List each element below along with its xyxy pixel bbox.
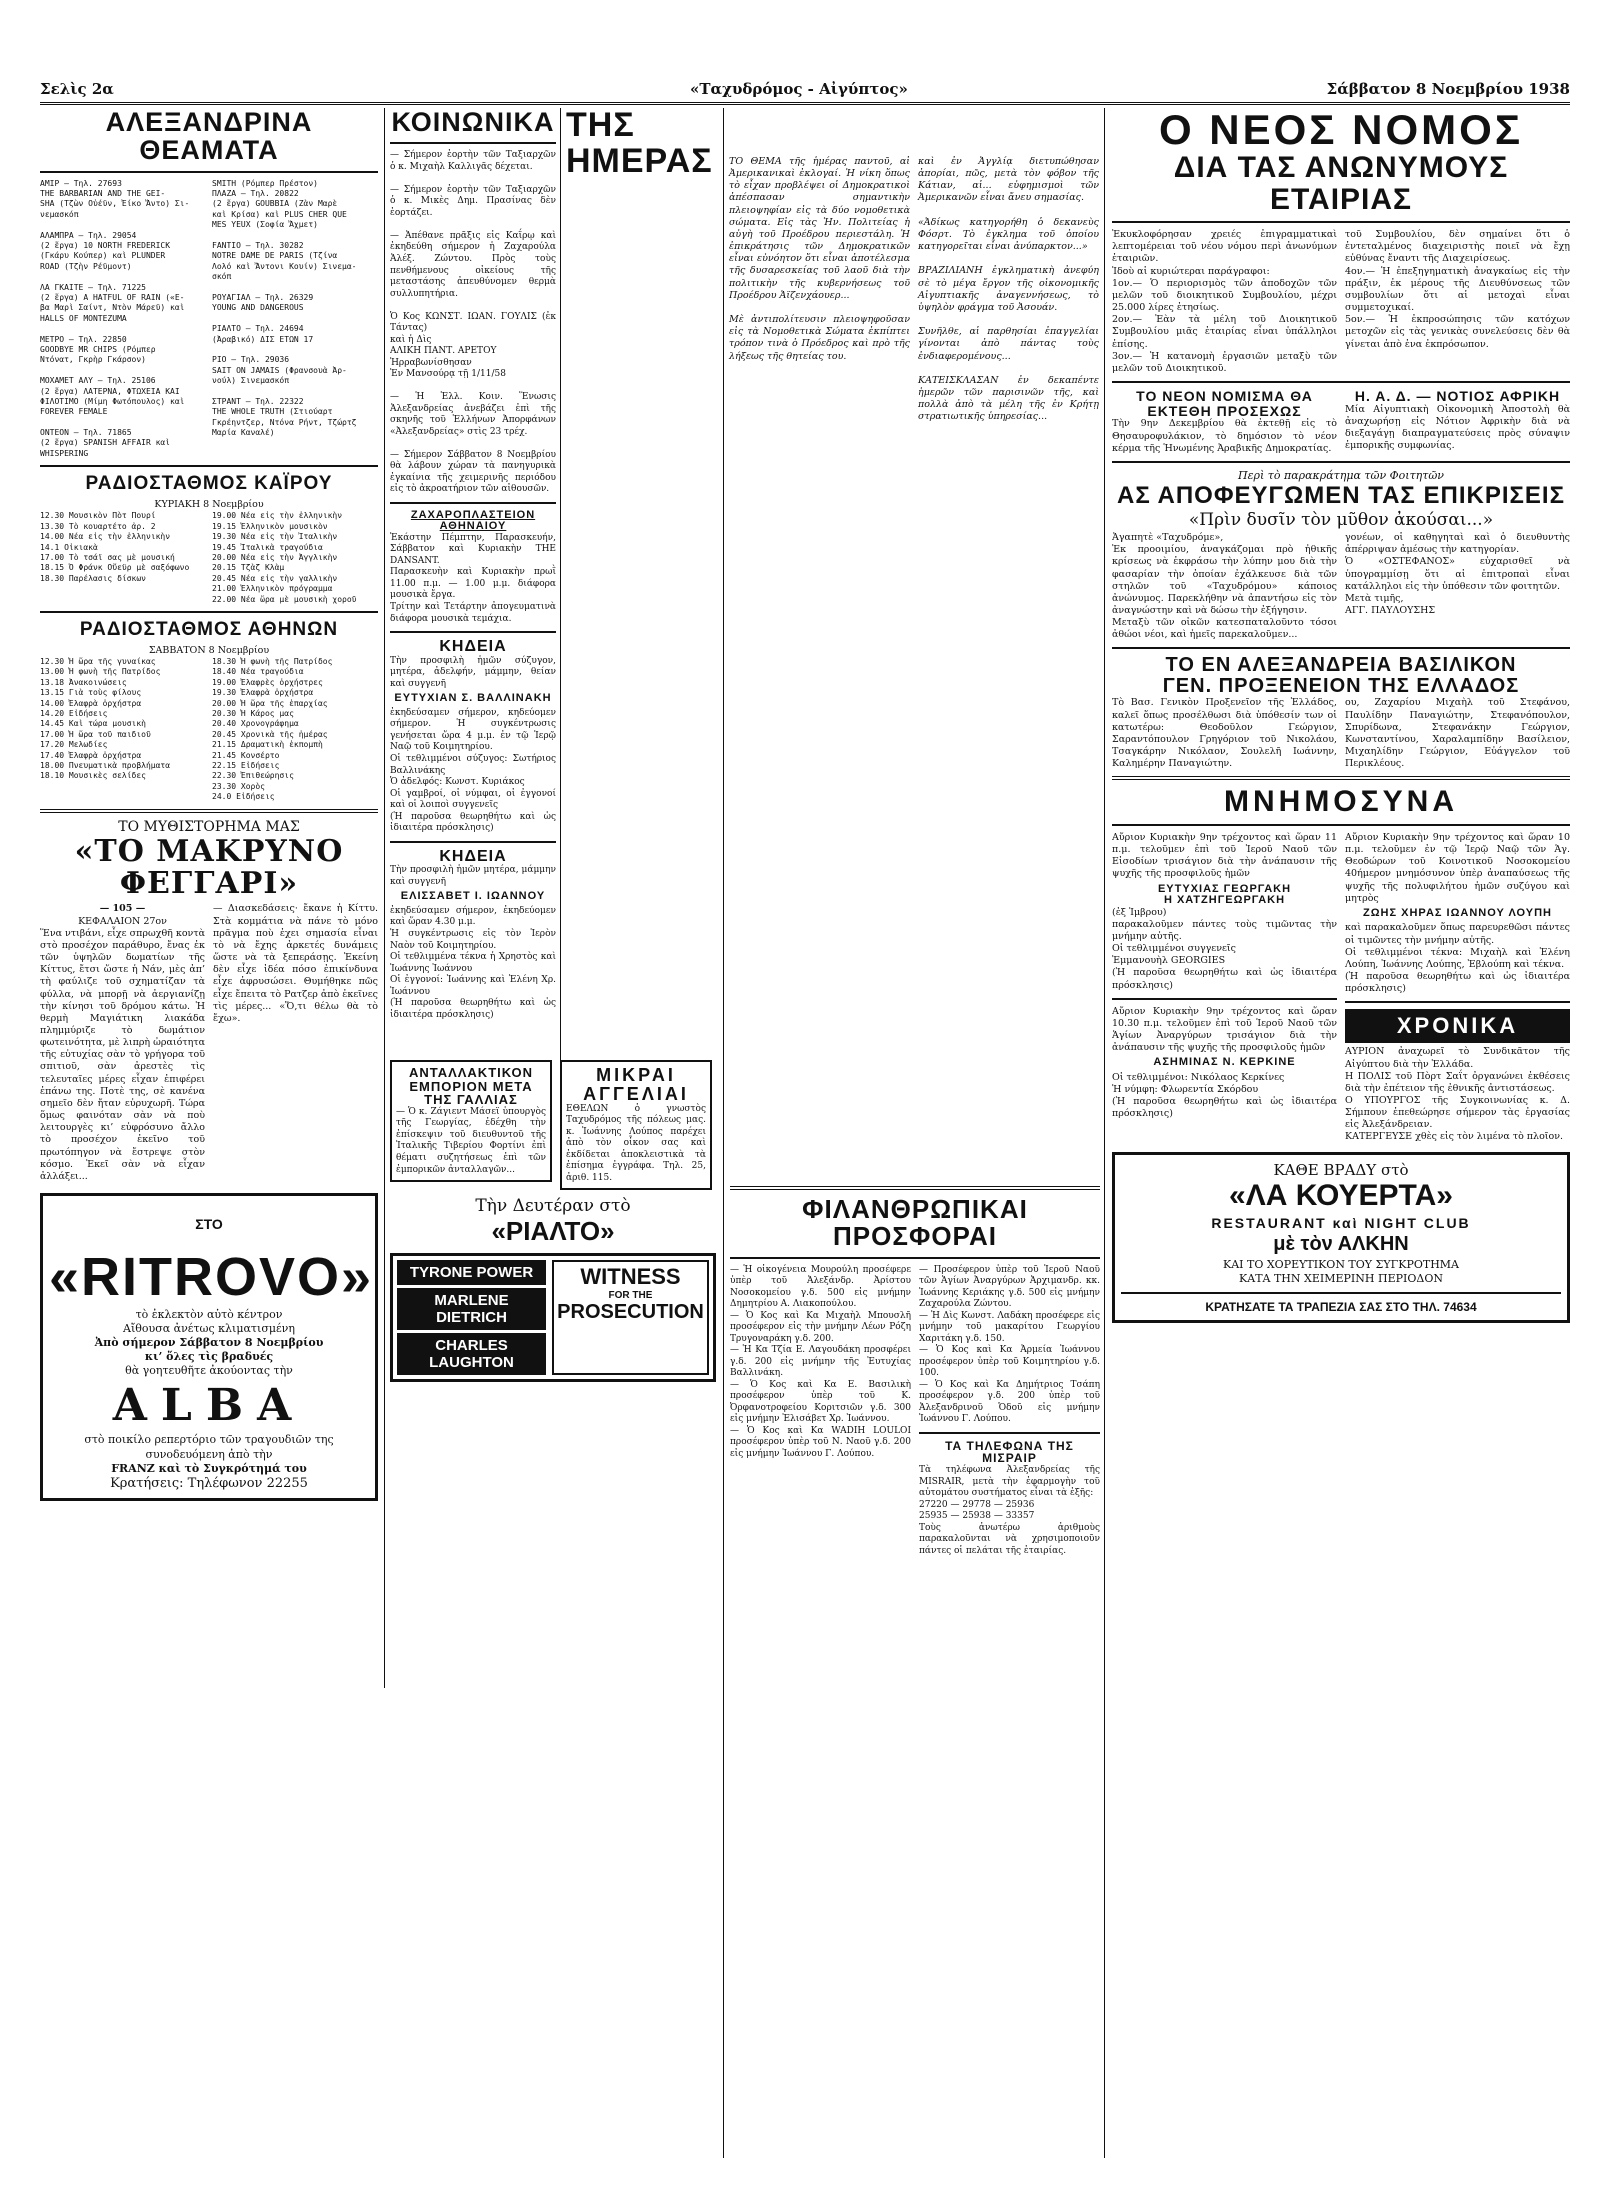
ritrovo-from: Ἀπὸ σήμερον Σάββατον 8 Νοεμβρίου κι’ ὅλες τὶς βραδυές (94, 1336, 324, 1364)
club-type: RESTAURANT καὶ NIGHT CLUB (1211, 1214, 1471, 1231)
trade-box (390, 1060, 552, 1182)
students-heading: ΑΣ ΑΠΟΦΕΥΓΩΜΕΝ ΤΑΣ ΕΠΙΚΡΙΣΕΙΣ (1116, 481, 1565, 509)
philanthropy-left: — Ἡ οἰκογένεια Μουρούλη προσέφερε ὑπὲρ τοῦ Ἀλεξάνδρ. Ἀρίστου Νοσοκομείου γ.δ. 500 εἰς μνήμην Δημητρίου Α. Λιακοπούλου. — Ὁ Κος καὶ Κα Μιχαὴλ Μπουσλῆ προσέφερον εἰς τὴν μνήμην Λέων Ρόζη Τρυγοναράκη γ.δ. 200. — Ἡ Κα Τζία Ε. Λαγουδάκη προσφέρει γ.δ. 200 εἰς μνήμην τῆς Ἐυτυχίας Βαλλινάκη. — Ὁ Κος καὶ Κα Ε. Βασιλικὴ προσέφερον ὑπὲρ τοῦ Κ. Ὀρφανοτροφείου Κοριτσιῶν γ.δ. 300 εἰς μνήμην Ἐλισάβετ Χρ. Ἰωάννου. — Ὁ Κος καὶ Κα WADIH LOULOI προσέφερον ὑπὲρ τοῦ Ν. Ναοῦ γ.δ. 200 εἰς μνήμην Ἰωάννου Γ. Λούπου. (730, 1264, 911, 1459)
radio-cairo-day: ΚΥΡΙΑΚΗ 8 Νοεμβρίου (154, 499, 264, 511)
radio-athens-schedule (40, 657, 378, 802)
classifieds-box (560, 1060, 712, 1190)
theatre-listings-right: SMITH (Ρόμπερ Πρέστον) ΠΛΑΖΑ — Τηλ. 20822 (2 ἔργα) GOUBBIA (Ζὰν Μαρὲ καὶ Κρίσα) καὶ PLUS CHER QUE MES YEUX (Σοφία Ἄχμετ) FANTIO — Τηλ. 30282 NOTRE DAME DE PARIS (Τζίνα Λολό καὶ Ἄντονι Κουίν) Σινεμα- σκόπ ΡΟΥΑΓΙΑΛ — Τηλ. 26329 YOUNG AND DANGEROUS ΡΙΑΛΤΟ — Τηλ. 24694 (Ἀραβικό) ΔΙΣ ΕΤΩΝ 17 ΡΙΟ — Τηλ. 29036 SAIT ON JAMAIS (Φρανσουὰ Ἀρ- νούλ) Σινεμασκόπ ΣΤΡΑΝΤ — Τηλ. 22322 THE WHOLE TRUTH (Στιούαρτ Γκρέηντζερ, Ντόνα Ρήντ, Τζώρτζ Μαρία Καναλέ) (212, 178, 357, 438)
memorials-heading: ΜΝΗΜΟΣΥΝΑ (1224, 785, 1458, 819)
zacharoplasteio-title: ΖΑΧΑΡΟΠΛΑΣΤΕΙΟΝ ΑΘΗΝΑΙΟΥ (410, 508, 536, 533)
law-heading-1: Ο ΝΕΟΣ ΝΟΜΟΣ (1158, 108, 1524, 153)
consulate-text-left: Τὸ Βασ. Γενικὸν Προξενεῖον τῆς Ἑλλάδος, καλεῖ ὅπως προσέλθωσι διὰ ὑπόθεσίν των οἱ κατωτέρω: Θεοδοῦλον Γεώργιον, Σαραντόπουλον Γρηγόριον τοῦ Νικολάου, Τσαγκάρην Νικόλαον, Σουλελῆ Ιωάννην, Καλημέρην Παναγιώτην. (1112, 697, 1337, 770)
social-heading: ΚΟΙΝΩΝΙΚΑ (391, 108, 555, 137)
club-every-night: ΚΑΘΕ ΒΡΑΔΥ στὸ (1273, 1160, 1409, 1179)
chronicles-heading: ΧΡΟΝΙΚΑ (1345, 1009, 1570, 1043)
column-entertainment (40, 108, 378, 2168)
zacharoplasteio-text: Ἑκάστην Πέμπτην, Παρασκευήν, Σάββατον καὶ Κυριακὴν THE DANSANT. Παρασκευὴν καὶ Κυριακὴν πρωῒ 11.00 π.μ. — 1.00 μ.μ. διάφορα μουσικὰ ἔργα. Τρίτην καὶ Τετάρτην ἀπογευματινὰ διάφορα μουσικὰ τεμάχια. (390, 532, 556, 624)
philanthropy-heading: ΦΙΛΑΝΘΡΩΠΙΚΑΙ ΠΡΟΣΦΟΡΑΙ (802, 1194, 1028, 1252)
law-text-left: Ἐκυκλοφόρησαν χρειές ἐπιγραμματικαὶ λεπτομέρειαι τοῦ νέου νόμου περὶ ἀνωνύμων ἑταιριῶν. Ἰδοὺ αἱ κυριώτεραι παράγραφοι: 1ον.— Ὁ περιορισμὸς τῶν ἀποδοχῶν τῶν μελῶν τοῦ διοικητικοῦ Συμβουλίου, μέχρι 25.000 λίρες ἐτησίως. 2ον.— Ἐὰν τὰ μέλη τοῦ Διοικητικοῦ Συμβουλίου μιᾶς ἑταιρίας εἶναι ὑπάλληλοι ἐπίσης. 3ον.— Ἡ κατανομὴ ἐργασιῶν μεταξὺ τῶν μελῶν τοῦ Διοικητικοῦ. (1112, 229, 1337, 374)
law-text-right: τοῦ Συμβουλίου, δὲν σημαίνει ὅτι ὁ ἐντεταλμένος διαχειριστὴς ποιεῖ νὰ ἔχῃ εὐθύνας ἔναντι τῆς Διαχειρίσεως. 4ον.— Ἡ ἐπεξηγηματικὴ ἀναγκαίως εἰς τὴν πράξιν, ἐκ μέρους τῆς Διευθύνσεως τῶν συμβουλίων ὅτι αἱ μετοχαὶ εἶναι συμμετοχικαί. 5ον.— Ἡ ἐκπροσώπησις τῶν κατόχων μετοχῶν εἰς τὰς γενικὰς συνελεύσεις δὲν θὰ γίνεται ἀπὸ ἑνα ἐκπρόσωπον. (1345, 229, 1570, 350)
theatre-listings-left: AMIP — Τηλ. 27693 THE BARBARIAN AND THE GEI- SHA (Τζὼν Οὐέϋν, Ἐίκο Ἄντο) Σι- νεμασκόπ ΑΛΑΜΠΡΑ — Τηλ. 29054 (2 ἔργα) 10 NORTH FREDERICK (Γκάρυ Κούπερ) καὶ PLUNDER ROAD (Τζὴν Ρέϋμοντ) ΛΑ ΓΚΑΙΤΕ — Τηλ. 71225 (2 ἔργα) A HATFUL OF RAIN («Ε- βα Μαρὶ Σαίντ, Ντὸν Μάρεϋ) καὶ HALLS OF MONTEZUMA ΜΕΤΡΟ — Τηλ. 22850 GOODBYE MR CHIPS (Ρόμπερ Ντόνατ, Γκρὴρ Γκάρσον) ΜΟΧΑΜΕΤ ΑΛΥ — Τηλ. 25106 (2 ἔργα) ΛΑΤΕΡΝΑ, ΦΤΩΧΕΙΑ ΚΑΙ ΦΙΛΟΤΙΜΟ (Μίμη Φωτόπουλος) καὶ FOREVER FEMALE ΟΝΤΕΟΝ — Τηλ. 71865 (2 ἔργα) SPANISH AFFAIR καὶ WHISPERING (40, 178, 190, 458)
column-philanthropy (730, 1180, 1100, 2040)
coin-text: Τὴν 9ην Δεκεμβρίου θὰ ἐκτεθῇ εἰς τὸ Θησαυροφυλάκιον, τὸ δημόσιον τὸ νέον κέρμα τῆς Ἡνωμένης Ἀραβικῆς Δημοκρατίας. (1112, 418, 1337, 454)
column-rule (1104, 108, 1105, 2158)
novel-number: — 105 — (99, 903, 146, 915)
misrair-text: Τὰ τηλέφωνα Ἀλεξανδρείας τῆς MISRAIR, μετὰ τὴν ἐφαρμογὴν τοῦ αὐτομάτου συστήματος εἶναι τὰ ἑξῆς: 27220 — 29778 — 25936 25935 — 25938 — 33357 Τοὺς ἀνωτέρω ἀριθμοὺς παρακαλοῦνται νὰ χρησιμοποιοῦν πάντες οἱ πελάται τῆς ἑταιρίας. (919, 1465, 1100, 1556)
memorial-1-name-2: Η ΧΑΤΖΗΓΕΩΡΓΑΚΗ (1163, 894, 1286, 907)
rialto-film-ad (390, 1253, 716, 1382)
students-kicker: Περὶ τὸ παρακράτημα τῶν Φοιτητῶν (1238, 468, 1444, 482)
ritrovo-band: FRANZ καὶ τὸ Συγκρότημά του (111, 1461, 307, 1475)
novel-text: Ἕνα ντιβάνι, εἶχε σπρωχθῆ κοντὰ στὸ προσέχον παράθυρο, ἔνας ἐκ τῶν ὑψηλῶν δωματίων τῆς Κίττυς, ἔτσι ὥστε ἡ Νάν, μὲς ἀπ’ τὴ φαύλιζε τοῦ σχηματίζαν τὰ φύλλα, νὰ μπορῇ νὰ ἀεργιανίζῃ τὴν κίνησι τοῦ δρόμου κάτω. Ἡ θερμὴ Μαγιάτικη λιακάδα πλημμύριζε τὸ δωμάτιον φωτεινότητα, μὲ λιπρὴ ὠραιότητα τῆς εὐτυχίας σὰν τὸ γρήγορα τοῦ σπιτιοῦ, σὰν ἀρεστὲς τὶς τελευταῖες μέρες εἶχαν ἐπιφέρει ἐπάνω της. Ποτὲ της, σὲ κανένα σημεῖο δὲν ἤταν εὐρυχωρῆ. Τώρα ὅμως φαινόταν σὰν νὰ ποὺ λειτουργὲς κι’ εὐφρόσυνο ἄλλο τὸ προσέχον ἐκεῖνο τοῦ πρωτόπηγον νὰ ἔστρεψε στὸν κόσμο. Ἐκεῖ σὰν νὰ εἶχαν ἀλλάξει... (40, 927, 205, 1182)
issue-date: Σάββατον 8 Νοεμβρίου 1938 (1326, 80, 1570, 98)
philanthropy-right: — Προσέφερον ὑπὲρ τοῦ Ἱεροῦ Ναοῦ τῶν Ἁγίων Ἀναργύρων Ἀρχιμανδρ. κκ. Ἰωάννης Κεριάκης γ.δ. 500 εἰς μνήμην Ζαχαρούλα Ζώντου. — Ἡ Δὶς Κωνστ. Λαδάκη προσέφερε εἰς μνήμην τοῦ μακαρίτου Γεωργίου Χαριτάκη γ.δ. 150. — Ὁ Κος καὶ Κα Ἀρμεία Ἰωάννου προσέφερον ὑπὲρ τοῦ Κοιμητηρίου γ.δ. 100. — Ὁ Κος καὶ Κα Δημήτριος Τσάπη προσέφερον γ.δ. 200 ὑπὲρ τοῦ Ἀλεξανδρινοῦ Ὁδοῦ εἰς μνήμην Ἰωάννου Γ. Λούπου. (919, 1264, 1100, 1425)
africa-heading: Η. Α. Δ. — ΝΟΤΙΟΣ ΑΦΡΙΚΗ (1354, 387, 1561, 404)
page-number: Σελὶς 2α (40, 80, 114, 98)
theatres-heading: ΑΛΕΞΑΝΔΡΙΝΑ ΘΕΑΜΑΤΑ (105, 108, 313, 166)
ritrovo-name: «RITROVO» (49, 1247, 374, 1308)
novel-chapter: ΚΕΦΑΛΑΙΟΝ 27ον (78, 915, 167, 927)
trade-title: ΑΝΤΑΛΛΑΚΤΙΚΟΝ ΕΜΠΟΡΙΟΝ ΜΕΤΑ ΤΗΣ ΓΑΛΛΙΑΣ (408, 1065, 534, 1108)
social-notices: — Σήμερον ἑορτὴν τῶν Ταξιαρχῶν ὁ κ. Μιχαὴλ Καλλιγᾶς δέχεται. — Σήμερον ἑορτὴν τῶν Ταξιαρχῶν ὁ κ. Μικὲς Δημ. Πρασίνας δὲν ἑορτάζει. — Ἀπέθανε πρᾶξις εἰς Καΐρῳ καὶ ἐκηδεύθη σήμερον ἡ Ζαχαρούλα Ἀλέξ. Ζώντου. Πρὸς τοὺς πενθήμενους οἰκείους τῆς μεταστάσης ἀπευθύνομεν θερμὰ συλλυπητήρια. Ὁ Κος ΚΩΝΣΤ. ΙΩΑΝ. ΓΟΥΛΙΣ (ἐκ Τάντας) καὶ ἡ Δὶς ΑΛΙΚΗ ΠΑΝΤ. ΑΡΕΤΟΥ Ἡρραβωνίσθησαν Ἐν Μανσούρᾳ τῇ 1/11/58 — Ἡ Ἑλλ. Κοιν. Ἕνωσις Ἀλεξανδρείας ἀνεβάζει ἐπὶ τῆς σκηνῆς τοῦ Ἑλλήνων Ἀπορφάνων «Ἀλεξανδρείας» στὶς 23 τρέχ. — Σήμερον Σάββατον 8 Νοεμβρίου θὰ λάβουν χώραν τὰ πανηγυρικὰ ἐγκαίνια τῆς χειμερινῆς περιόδου εἰς τὸ ἀκροατήριον τῶν αἰθουσῶν. (390, 150, 556, 495)
consulate-heading-1: ΤΟ ΕΝ ΑΛΕΞΑΝΔΡΕΙΑ ΒΑΣΙΛΙΚΟΝ (1165, 654, 1517, 677)
radio-athens-left: 12.30 Ἡ ὥρα τῆς γυναίκας 13.00 Ἡ φωνὴ τῆς Πατρίδος 13.18 Ἀνακοινώσεις 13.15 Γιὰ τοὺς φίλους 14.00 Ἐλαφρὰ ὀρχήστρα 14.20 Εἰδήσεις 14.45 Καὶ τώρα μουσικὴ 17.00 Ἡ ὥρα τοῦ παιδιοῦ 17.20 Μελωδίες 17.40 Ἐλαφρὰ ὀρχήστρα 18.00 Πνευματικὰ προβλήματα 18.10 Μουσικὲς σελίδες (40, 657, 171, 781)
ritrovo-ad (40, 1193, 378, 1501)
law-heading-2: ΔΙΑ ΤΑΣ ΑΝΩΝΥΜΟΥΣ ΕΤΑΙΡΙΑΣ (1173, 151, 1509, 216)
coin-heading: ΤΟ ΝΕΟΝ ΝΟΜΙΣΜΑ ΘΑ ΕΚΤΕΘΗ ΠΡΟΣΕΧΩΣ (1136, 387, 1313, 419)
radio-cairo-schedule (40, 511, 378, 605)
rialto-monday: Τὴν Δευτέραν στὸ (475, 1196, 631, 1217)
ritrovo-singer: ALBA (112, 1380, 306, 1432)
radio-cairo-left: 12.30 Μουσικὸν Πὸτ Πουρί 13.30 Τὸ κουαρτέτο ἀρ. 2 14.00 Νέα εἰς τὴν ἑλληνικὴν 14.1 Οἰκιακὰ 17.00 Τὸ τσάϊ σας μὲ μουσική 18.15 Ὀ Φράνκ Οὔεϋρ μὲ σαξόφωνο 18.30 Παρέλασις δίσκων (40, 511, 190, 583)
radio-cairo-right: 19.00 Νέα εἰς τὴν ἑλληνικὴν 19.15 Ἑλληνικὸν μουσικὸν 19.30 Νέα εἰς τὴν Ἰταλικὴν 19.45 Ἰταλικὰ τραγούδια 20.00 Νέα εἰς τὴν Ἀγγλικὴν 20.15 Τζὰζ Κλὰμ 20.45 Νέα εἰς τὴν γαλλικὴν 21.00 Ἑλληνικὸν πρόγραμμα 22.00 Νέα ὥρα μὲ μουσικὴ χοροῦ (212, 511, 357, 604)
students-text-left: Ἀγαπητὲ «Ταχυδρόμε», Ἐκ προοιμίου, ἀναγκάζομαι πρὸ ἠθικῆς κρίσεως νὰ ἐκφράσω τὴν λύπην μου διὰ τὴν φασαρίαν τὴν ὁποίαν ἐχάλκευσε διὰ τῶν στηλῶν τοῦ «Ταχυδρόμου» κάποιος ἀνώνυμος. Παρεκλήθην νὰ ἀπαντήσω εἰς τὸν ἀναγνώστην καὶ νὰ δώσω τὴν ἐξήγησιν. Μεταξὺ τῶν οἰκῶν κατεσπαταλοῦντο τόσοι ἀθώοι νέοι, καὶ ἡμεῖς παρεκαλοῦμεν... (1112, 532, 1337, 641)
day-text-b: καὶ ἐν Ἀγγλίᾳ διετυπώθησαν ἀπορίαι, πῶς, μετὰ τὸν φόβον τῆς Κάτιαν, αἱ... εὐφημισμοὶ τῶν Ἀμερικανῶν εἶναι ἄνευ σημασίας. «Ἀδίκως κατηγορήθη ὁ δεκανεὺς Φόσρτ. Τὸ ἐγκλημα τοῦ ὁποίου κατηγορεῖται εἶναι ἀνύπαρκτον...» ΒΡΑΖΙΛΙΑΝΗ ἐγκληματικὴ ἀνεφύη σὲ τὸ μέγα ἔργον τῆς οἰκονομικῆς Αἰγυπτιακῆς ἀναγεννήσεως, τὸ ὑψηλὸν φράγμα τοῦ Ἀσουάν. Συνῆλθε, αἱ παρθησίαι ἐπαγγελίαι γίνονται ἀπὸ πάντας τοὺς ἐνδιαφερομένους... ΚΑΤΕΙΣΚΛΑΣΑΝ ἐν δεκαπέντε ἡμερῶν τῶν παρισινῶν τῆς, καὶ πολλὰ ἀπὸ τὰ μέλη τῆς ἐν Κρήτῃ στρατιωτικῆς ὑπηρεσίας... (918, 156, 1099, 423)
memorial-1-name-1: ΕΥΤΥΧΙΑΣ ΓΕΩΡΓΑΚΗ (1157, 882, 1292, 895)
rialto-name: «ΡΙΑΛΤΟ» (491, 1216, 615, 1247)
misrair-heading: ΤΑ ΤΗΛΕΦΩΝΑ ΤΗΣ ΜΙΣΡΑΙΡ (945, 1438, 1074, 1466)
radio-athens-right: 18.30 Ἡ φωνὴ τῆς Πατρίδος 18.40 Νέα τραγούδια 19.00 Ἐλαφρὲς ὀρχήστρες 19.30 Ἐλαφρὰ ὀρχήστρα 20.00 Ἡ ὥρα τῆς ἐπαρχίας 20.30 Ἡ Κάρος μας 20.40 Χρονογράφημα 20.45 Χρονικὰ τῆς ἡμέρας 21.15 Δραματικὴ ἐκπομπὴ 21.45 Κονσέρτο 22.15 Εἰδήσεις 22.30 Ἐπιθεώρησις 23.30 Χορὸς 24.0 Εἰδήσεις (212, 657, 333, 802)
memorial-1-text: Αὔριον Κυριακὴν 9ην τρέχοντος καὶ ὥραν 11 π.μ. τελοῦμεν ἐπὶ τοῦ Ἱεροῦ Ναοῦ τῶν Εἰσοδίων τρισάγιον διὰ τὴν ἀνάπαυσιν τῆς ψυχῆς τῆς προσφιλοῦς ἡμῶν (1112, 831, 1337, 880)
club-with: μὲ τὸν ΑΛΚΗΝ (1273, 1232, 1409, 1255)
masthead (40, 80, 1570, 105)
novel-title: «ΤΟ ΜΑΚΡΥΝΟ ΦΕΓΓΑΡΙ» (74, 834, 344, 901)
classifieds-text: ΕΘΕΛΩΝ ὁ γνωστὸς Ταχυδρόμος τῆς πόλεως μας. κ. Ἰωάννης Λούπος παρέχει ἀπὸ τὸν οἶκον σας καὶ ἐκδίδεται ἀποκλειστικὰ τὰ ἐπίσημα ἐγγράφα. Τηλ. 25, ἀριθ. 115. (566, 1103, 706, 1183)
radio-athens-day: ΣΑΒΒΑΤΟΝ 8 Νοεμβρίου (148, 644, 270, 656)
column-rule (560, 108, 561, 1158)
memorial-2-text: Αὔριον Κυριακὴν 9ην τρέχοντος καὶ ὥραν 10.30 π.μ. τελοῦμεν ἐπὶ τοῦ Ἱεροῦ Ναοῦ τῶν Ἁγίων Ἀναργύρων τρισάγιον διὰ τὴν ἀνάπαυσιν τῆς ψυχῆς τῆς προσφιλοῦς ἡμῶν (1112, 1005, 1337, 1054)
day-articles (729, 156, 1099, 423)
funeral-2-text: ἐκηδεύσαμεν σήμερον, ἐκηδεύομεν καὶ ὥραν 4.30 μ.μ. Ἡ συγκέντρωσις εἰς τὸν Ἱερὸν Ναὸν τοῦ Κοιμητηρίου. Οἱ τεθλιμμένα τέκνα ἡ Χρηστὸς καὶ Ἰωάννης Ἰωάννου Οἱ ἐγγονοί: Ἰωάννης καὶ Ἑλένη Χρ. Ἰωάννου (Ἡ παροῦσα θεωρηθήτω καὶ ὡς ἰδιαιτέρα πρόσκλησις) (390, 905, 556, 1020)
actor-2: MARLENE DIETRICH (397, 1288, 546, 1330)
film-title-1: WITNESS (580, 1264, 681, 1290)
club-orchestra: ΚΑΙ ΤΟ ΧΟΡΕΥΤΙΚΟΝ ΤΟΥ ΣΥΓΚΡΟΤΗΜΑ ΚΑΤΑ ΤΗΝ ΧΕΙΜΕΡΙΝΗ ΠΕΡΙΟΔΟΝ (1223, 1257, 1459, 1285)
radio-athens-heading: ΡΑΔΙΟΣΤΑΘΜΟΣ ΑΘΗΝΩΝ (79, 618, 339, 640)
radio-cairo-heading: ΡΑΔΙΟΣΤΑΘΜΟΣ ΚΑΪΡΟΥ (85, 473, 333, 495)
memorial-1-rest: (ἐξ Ἰμβρου) παρακαλοῦμεν πάντες τοὺς τιμῶντας τὴν μνήμην αὐτῆς. Οἱ τεθλιμμένοι συγγενεῖς Ἐμμανουὴλ GEORGIES (Ἡ παροῦσα θεωρηθήτω καὶ ὡς ἰδιαιτέρα πρόσκλησις) (1112, 906, 1337, 991)
theatre-listings (40, 179, 378, 460)
ritrovo-repertoire: στὸ ποικίλο ρεπερτόριο τῶν τραγουδιῶν της συνοδευόμενη ἀπὸ τὴν (84, 1433, 334, 1461)
memorial-2-rest: Οἱ τεθλιμμένοι: Νικόλαος Κερκίνες Ἡ νύμφη: Φλωρεντία Σκόρδου (Ἡ παροῦσα θεωρηθήτω καὶ ὡς ἰδιαιτέρα πρόσκλησις) (1112, 1071, 1337, 1120)
consulate-text-right: ου, Ζαχαρίου Μιχαὴλ τοῦ Στεφάνου, Παυλίδην Παναγιώτην, Στεφανόπουλον, Σπυρίδωνα, Στεφανάκην Γεώργιον, Κωνσταντίνου, Χαραλαμπίδην Βασίλειον, Μιχαηλίδην Γεώργιον, Εὐάγγελον τοῦ Περικλέους. (1345, 697, 1570, 770)
actor-1: TYRONE POWER (397, 1260, 546, 1285)
club-reservations: ΚΡΑΤΗΣΑΤΕ ΤΑ ΤΡΑΠΕΖΙΑ ΣΑΣ ΣΤΟ ΤΗΛ. 74634 (1205, 1299, 1477, 1314)
chronicles-text: ΑΥΡΙΟΝ ἀναχωρεῖ τὸ Συνδικᾶτον τῆς Αἰγύπτου διὰ τὴν Ἑλλάδα. Η ΠΟΛΙΣ τοῦ Πὸρτ Σαΐτ ὀργανώνει ἐκθέσεις διὰ τὴν ἐπέτειον τῆς ἐθνικῆς ἀντιστάσεως. Ο ΥΠΟΥΡΓΟΣ τῆς Συγκοινωνίας κ. Δ. Σήμπουν ἐπεθεώρησε σήμερον τὰς ἐργασίας εἰς Ἀλεξάνδρειαν. ΚΑΤΕΡΓΕΥΣΕ χθὲς εἰς τὸν λιμένα τὸ πλοῖον. (1345, 1046, 1570, 1143)
day-text-a: ΤΟ ΘΕΜΑ τῆς ἡμέρας παντοῦ, αἱ Ἀμερικανικαὶ ἐκλογαί. Ἡ νίκη ὅπως τὸ εἶχαν προβλέψει οἱ Δημοκρατικοὶ ἀπέσπασαν σημαντικὴν πλειοψηφίαν εἰς τὰ δύο νομοθετικὰ σώματα. Εἰς τὰς Ἡν. Πολιτείας ἡ αὐγὴ τοῦ Προέδρου περιεστάλη. Ἡ ἐπικράτησις τῶν Δημοκρατικῶν εἶναι εὐνόητον ὅτι εἶναι ἀποτέλεσμα τῆς δυσαρεσκείας τοῦ λαοῦ διὰ τὴν πολιτικὴν τῆς κυβερνήσεως τοῦ Προέδρου Ἀϊζενχάουερ... Μὲ ἀντιπολίτευσιν πλειοψηφοῦσαν εἰς τὰ Νομοθετικὰ Σώματα ἐκπίπτει τρόπον τινὰ ὁ Πρόεδρος καὶ πρὸ τῆς λήξεως τῆς θητείας του. (729, 156, 910, 362)
funeral-2-name: ΕΛΙΣΣΑΒΕΤ Ι. ΙΩΑΝΝΟΥ (400, 890, 546, 903)
novel-body (40, 903, 378, 1183)
funeral-heading-2: ΚΗΔΕΙΑ (439, 847, 507, 865)
funeral-heading-1: ΚΗΔΕΙΑ (439, 638, 507, 656)
memorial-3-name: ΖΩΗΣ ΧΗΡΑΣ ΙΩΑΝΝΟΥ ΛΟΥΠΗ (1363, 906, 1552, 919)
funeral-1-pre: Τὴν προσφιλὴ ἡμῶν σύζυγον, μητέρα, ἀδελφήν, μάμμην, θείαν καὶ συγγενῆ (390, 655, 556, 689)
novel-text-continued: — Διασκεδάσεις· ἔκανε ἡ Κίττυ. Στὰ κομμάτια νὰ πάνε τὸ μόνο πρᾶγμα ποὺ ἐχει σημασία εἶναι τὸ νὰ ἔχης ἀρκετές δυνάμεις ὥστε νὰ τὰ ξεπεράσῃς. Ἐκείνη δὲν εἶχε ἰδέα πόσο ἐπικίνδυνα εἶχε ἀφρυσώσει. Θυμήθηκε πῶς εἶχε ἔπειτα τὸ Ρατζερ ἀπὸ ἐκεῖνες τὶς μέρες... «Ὅ,τι θέλω θὰ τὸ ἔχω». (213, 903, 378, 1024)
ritrovo-desc: τὸ ἐκλεκτὸν αὐτὸ κέντρον Αἴθουσα ἀνέτως κλιματισμένη (123, 1308, 295, 1336)
novel-label: ΤΟ ΜΥΘΙΣΤΟΡΗΜΑ ΜΑΣ (118, 818, 300, 835)
day-heading: ΤΗΣ ΗΜΕΡΑΣ (566, 108, 713, 180)
classifieds-title: ΜΙΚΡΑΙ ΑΓΓΕΛΙΑΙ (583, 1065, 689, 1104)
memorial-3-text: Αὔριον Κυριακὴν 9ην τρέχοντος καὶ ὥραν 10 π.μ. τελοῦμεν ἐν τῷ Ἱερῷ Ναῷ τῶν Ἁγ. Θεοδώρων τοῦ Κοινοτικοῦ Νοσοκομείου 40ήμερον μνημόσυνον ὑπὲρ ἀναπαύσεως τῆς ψυχῆς τῆς πολυφιλήτου ἡμῶν συζύγου καὶ μητρὸς (1345, 831, 1570, 904)
column-commerce (390, 1060, 716, 1820)
funeral-2-pre: Τὴν προσφιλὴ ἡμῶν μητέρα, μάμμην καὶ συγγενῆ (390, 865, 556, 887)
column-social (390, 108, 556, 1148)
column-rule (384, 108, 385, 1688)
paper-name: «Ταχυδρόμος - Αἰγύπτος» (690, 80, 908, 98)
funeral-1-text: ἐκηδεύσαμεν σήμερον, κηδεύομεν σήμερον. Ἡ συγκέντρωσις γενήσεται ὥρα 4 μ.μ. ἐν τῷ Ἱερῷ Ναῷ τοῦ Κοιμητηρίου. Οἱ τεθλιμμένοι σύζυγος: Σωτήριος Βαλλινάκης Ὁ ἀδελφός: Κωνστ. Κυριάκος Οἱ γαμβροί, οἱ νύμφαι, οἱ ἐγγονοί καὶ οἱ λοιποὶ συγγενεῖς (Ἡ παροῦσα θεωρηθήτω καὶ ὡς ἰδιαιτέρα πρόσκλησις) (390, 707, 556, 834)
club-name: «ΛΑ ΚΟΥΕΡΤΑ» (1229, 1178, 1453, 1212)
trade-text: — Ὁ κ. Ζάγιεντ Μάσεϊ ὑπουργὸς τῆς Γεωργίας, ἐδέχθη τὴν ἐπίσκεψιν τοῦ διευθυντοῦ τῆς Ἰταλικῆς Τιβερίου Φορτίνι ἐπὶ θέματι συζητήσεως ἐπὶ τῶν ἐμπορικῶν ἀνταλλαγῶν... (396, 1106, 546, 1175)
students-subheading: «Πρὶν δυσῖν τὸν μῦθον ἀκούσαι...» (1188, 510, 1494, 531)
consulate-heading-2: ΓΕΝ. ΠΡΟΞΕΝΕΙΟΝ ΤΗΣ ΕΛΛΑΔΟΣ (1162, 675, 1520, 698)
column-news (1112, 108, 1570, 2168)
film-title-3: PROSECUTION (557, 1301, 704, 1324)
ritrovo-sto: ΣΤΟ (195, 1216, 223, 1233)
ritrovo-hear: θὰ γοητευθῆτε ἀκούοντας τὴν (125, 1364, 293, 1378)
africa-text: Μία Αἰγυπτιακὴ Οἰκονομικὴ Ἀποστολὴ θὰ ἀναχωρήσῃ εἰς Νότιον Ἀφρικὴν διὰ νὰ διεξαγάγῃ διαπραγματεύσεις πρὸς σύναψιν ἐμπορικῆς συμφωνίας. (1345, 403, 1570, 452)
funeral-1-name: ΕΥΤΥΧΙΑΝ Σ. ΒΑΛΛΙΝΑΚΗ (394, 692, 552, 705)
memorial-3-rest: καὶ παρακαλοῦμεν ὅπως παρευρεθῶσι πάντες οἱ τιμῶντες τὴν μνήμην αὐτῆς. Οἱ τεθλιμμένοι τέκνα: Μιχαὴλ καὶ Ἑλένη Λούπη, Ἰωάννης Λούπης, Ἐβλούπη καὶ τέκνα. (Ἡ παροῦσα θεωρηθήτω καὶ ὡς ἰδιαιτέρα πρόσκλησις) (1345, 922, 1570, 995)
students-text-right: γονέων, οἱ καθηγηταὶ καὶ ὁ διευθυντὴς ἀπέρριψαν ἀμέσως τὴν κατηγορίαν. Ὁ «ΟΣΤΕΦΑΝΟΣ» εὐχαρισθεῖ νὰ ὑπογραμμίσῃ ὅτι αἱ ἐπιτροπαὶ εἶναι κατάλληλοι εἰς τὴν ὑπόθεσιν τῶν φοιτητῶν. Μετὰ τιμῆς, ΑΓΓ. ΠΑΥΛΟΥΣΗΣ (1345, 532, 1570, 617)
la-koyerta-ad (1112, 1152, 1570, 1323)
ritrovo-phone: Κρατήσεις: Τηλέφωνον 22255 (110, 1475, 308, 1491)
film-title-2: FOR THE (608, 1290, 653, 1302)
actor-3: CHARLES LAUGHTON (397, 1333, 546, 1375)
memorial-2-name: ΑΣΗΜΙΝΑΣ Ν. ΚΕΡΚΙΝΕ (1153, 1056, 1296, 1069)
